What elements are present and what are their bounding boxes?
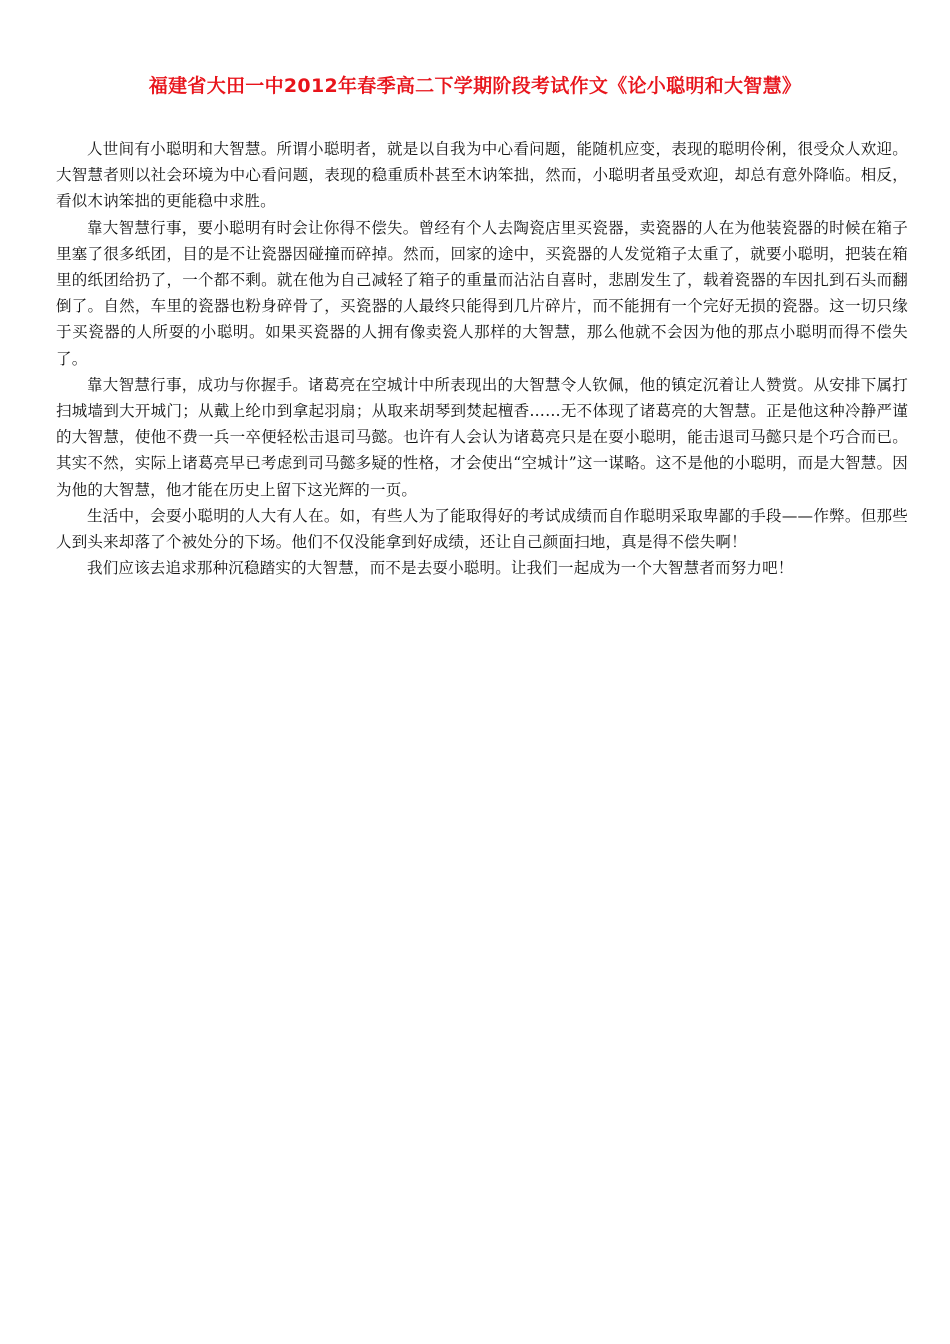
paragraph-4: 生活中，会耍小聪明的人大有人在。如，有些人为了能取得好的考试成绩而自作聪明采取卑鄙的手段——作弊。但那些人到头来却落了个被处分的下场。他们不仅没能拿到好成绩，还让自己颜面扫地，真是得不偿失啊！ bbox=[56, 506, 908, 552]
paragraph-2: 靠大智慧行事，要小聪明有时会让你得不偿失。曾经有个人去陶瓷店里买瓷器，卖瓷器的人在为他装瓷器的时候在箱子里塞了很多纸团，目的是不让瓷器因碰撞而碎掉。然而，回家的途中，买瓷器的人发觉箱子太重了，就要小聪明，把装在箱里的纸团给扔了，一个都不剩。就在他为自己减轻了箱子的重量而沾沾自喜时，悲剧发生了，载着瓷器的车因扎到石头而翻倒了。自然，车里的瓷器也粉身碎骨了，买瓷器的人最终只能得到几片碎片，而不能拥有一个完好无损的瓷器。这一切只缘于买瓷器的人所耍的小聪明。如果买瓷器的人拥有像卖瓷人那样的大智慧，那么他就不会因为他的那点小聪明而得不偿失了。 bbox=[56, 218, 908, 368]
paragraph-3: 靠大智慧行事，成功与你握手。诸葛亮在空城计中所表现出的大智慧令人钦佩，他的镇定沉着让人赞赏。从安排下属打扫城墙到大开城门；从戴上纶巾到拿起羽扇；从取来胡琴到焚起檀香……无不体现了诸葛亮的大智慧。正是他这种冷静严谨的大智慧，使他不费一兵一卒便轻松击退司马懿。也许有人会认为诸葛亮只是在耍小聪明，能击退司马懿只是个巧合而已。其实不然，实际上诸葛亮早已考虑到司马懿多疑的性格，才会使出“空城计”这一谋略。这不是他的小聪明，而是大智慧。因为他的大智慧，他才能在历史上留下这光辉的一页。 bbox=[56, 375, 908, 499]
essay-body bbox=[56, 136, 908, 581]
paragraph-1: 人世间有小聪明和大智慧。所谓小聪明者，就是以自我为中心看问题，能随机应变，表现的聪明伶俐，很受众人欢迎。大智慧者则以社会环境为中心看问题，表现的稳重质朴甚至木讷笨拙，然而，小聪明者虽受欢迎，却总有意外降临。相反，看似木讷笨拙的更能稳中求胜。 bbox=[56, 140, 908, 211]
paragraph-5: 我们应该去追求那种沉稳踏实的大智慧，而不是去耍小聪明。让我们一起成为一个大智慧者而努力吧！ bbox=[87, 559, 794, 578]
document-title: 福建省大田一中2012年春季高二下学期阶段考试作文《论小聪明和大智慧》 bbox=[148, 75, 802, 97]
